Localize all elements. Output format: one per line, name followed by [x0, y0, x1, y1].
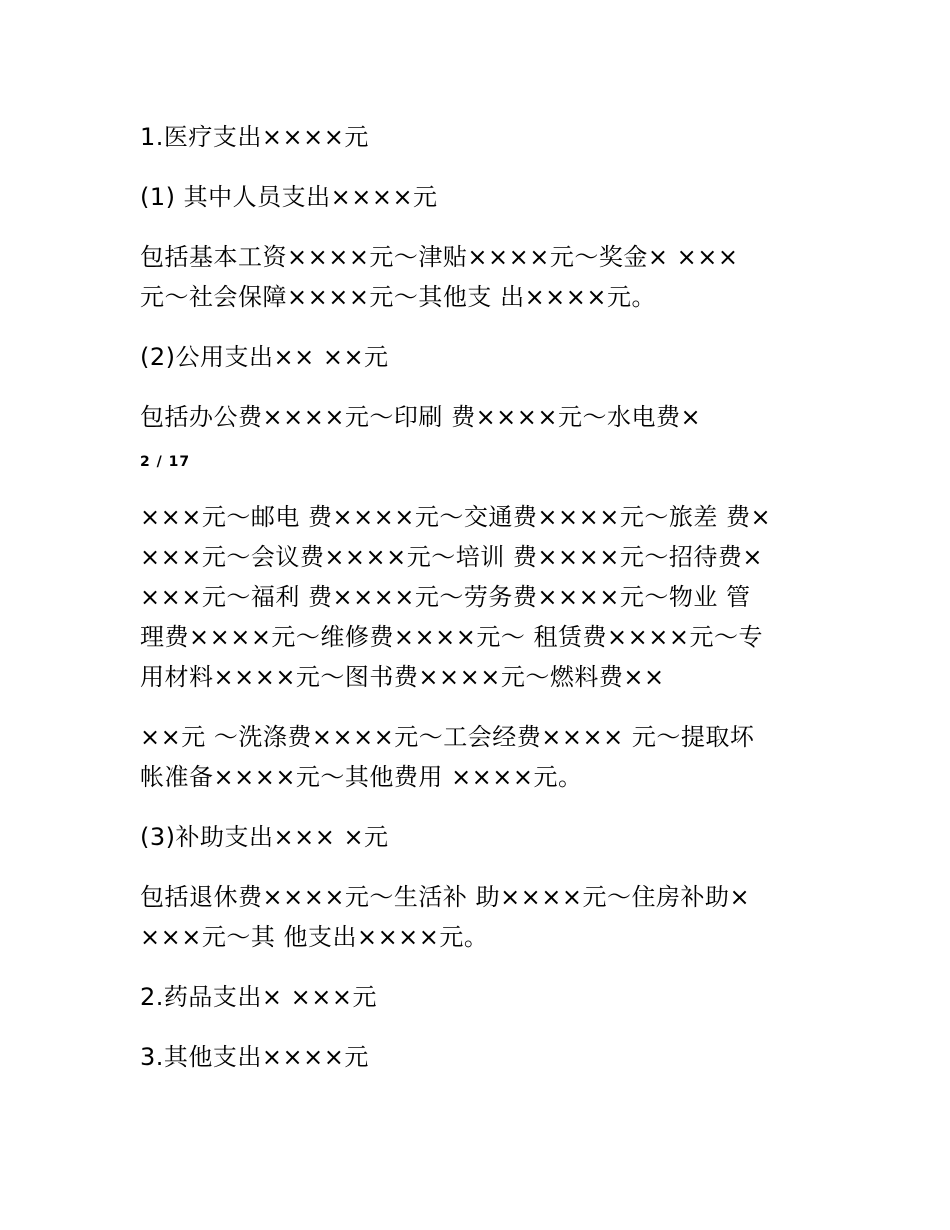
paragraph-line: 帐准备××××元～其他费用 ××××元。 [140, 763, 583, 791]
heading-other-expenditure: 3.其他支出××××元 [140, 1043, 369, 1071]
heading-drug-expenditure: 2.药品支出× ×××元 [140, 983, 377, 1011]
paragraph-line: 用材料××××元～图书费××××元～燃料费×× [140, 663, 665, 691]
paragraph-line: ×××元～邮电 费××××元～交通费××××元～旅差 费× [140, 503, 772, 531]
paragraph-line: ×××元～会议费××××元～培训 费××××元～招待费× [140, 543, 763, 571]
paragraph-line: 包括退休费××××元～生活补 助××××元～住房补助× [140, 883, 751, 911]
paragraph-line: ×××元～其 他支出××××元。 [140, 923, 489, 951]
paragraph-line: ×××元～福利 费××××元～劳务费××××元～物业 管 [140, 583, 751, 611]
paragraph-line: 理费××××元～维修费××××元～ 租赁费××××元～专 [140, 623, 763, 651]
subheading-public-expenditure: (2)公用支出×× ××元 [140, 343, 389, 371]
heading-medical-expenditure: 1.医疗支出××××元 [140, 123, 369, 151]
paragraph-line: ××元 ～洗涤费××××元～工会经费×××× 元～提取坏 [140, 723, 755, 751]
subheading-personnel-expenditure: (1) 其中人员支出××××元 [140, 183, 438, 211]
paragraph-line: 元～社会保障××××元～其他支 出××××元。 [140, 283, 657, 311]
subheading-subsidy-expenditure: (3)补助支出××× ×元 [140, 823, 389, 851]
paragraph-line: 包括办公费××××元～印刷 费××××元～水电费× [140, 403, 702, 431]
paragraph-line: 包括基本工资××××元～津贴××××元～奖金× ××× [140, 243, 739, 271]
page-number: 2 / 17 [140, 454, 191, 470]
